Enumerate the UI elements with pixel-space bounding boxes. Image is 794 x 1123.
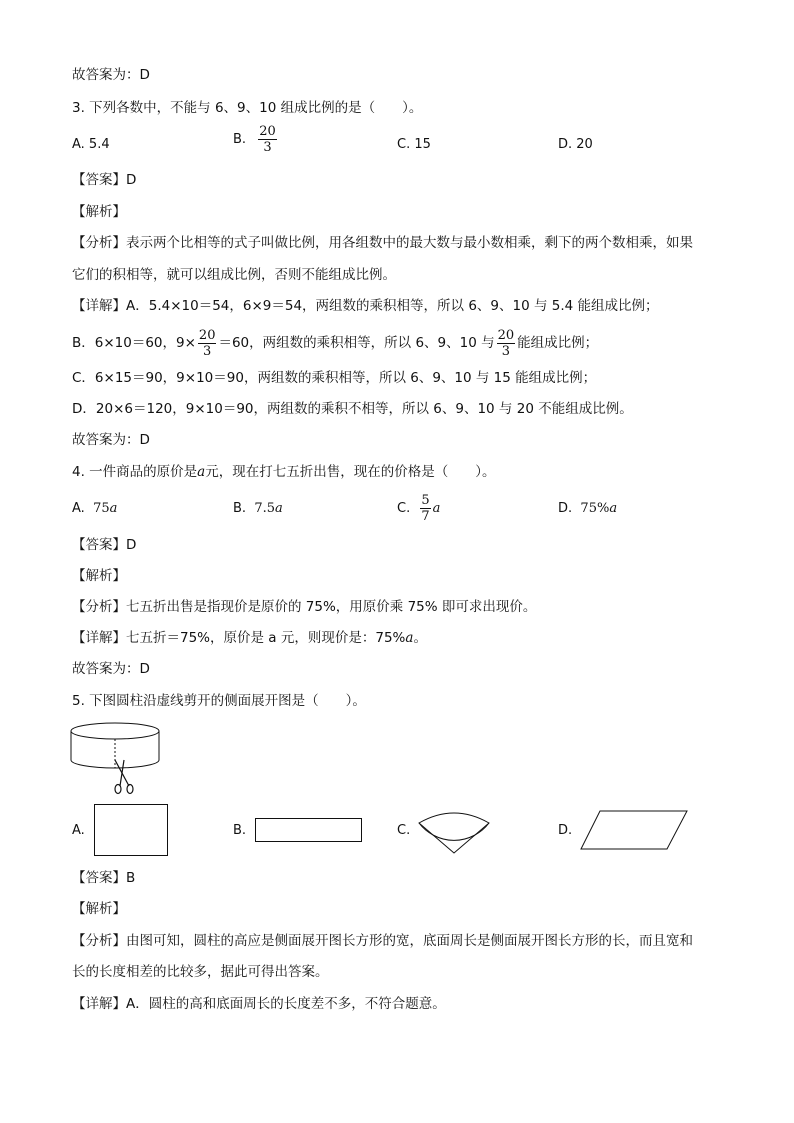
q3-fenxi-line-1 — [72, 234, 693, 252]
q3-option-b — [233, 124, 279, 155]
xiangjie-end: 。 — [413, 630, 427, 646]
q3-stem: 3. 下列各数中，不能与 6、9、10 组成比例的是（ ）。 — [72, 100, 423, 116]
fraction-denominator: 3 — [203, 343, 212, 359]
xiangjie-tag: 【详解】 — [72, 298, 126, 314]
line-b-fraction-1 — [198, 328, 217, 359]
q4-stem-variable: a — [197, 464, 206, 480]
q5-analysis-tag: 【解析】 — [72, 901, 126, 917]
option-number: 75% — [580, 501, 610, 516]
option-letter: B. — [233, 501, 247, 516]
fenxi-tag: 【分析】 — [72, 933, 126, 949]
fenxi-text: 七五折出售是指现价是原价的 75%，用原价乘 75% 即可求出现价。 — [126, 599, 537, 615]
q4-option-d — [558, 500, 617, 518]
q4-option-a — [72, 500, 117, 518]
parallelogram-shape — [580, 810, 688, 850]
fraction-numerator: 20 — [198, 327, 216, 343]
option-variable: a — [432, 501, 441, 516]
xiangjie-text: A．圆柱的高和底面周长的长度差不多，不符合题意。 — [126, 996, 446, 1012]
fenxi-tag: 【分析】 — [72, 599, 126, 615]
q3-option-b-letter: B. — [233, 132, 247, 147]
sector-shape — [418, 808, 490, 854]
fraction-denominator: 3 — [263, 140, 272, 155]
q5-fenxi-line-1 — [72, 932, 693, 950]
xiangjie-text: 七五折＝75%，原价是 a 元，则现价是：75% — [126, 630, 406, 646]
option-number: 75 — [93, 501, 110, 516]
answer-tag: 【答案】 — [72, 537, 126, 553]
option-number: 7.5 — [254, 501, 276, 516]
fraction-numerator: 5 — [421, 493, 430, 508]
option-letter: D. — [558, 501, 573, 516]
q4-option-b — [233, 500, 283, 518]
q4-fenxi — [72, 598, 536, 616]
q4-conclusion: 故答案为：D — [72, 661, 150, 677]
answer-tag: 【答案】 — [72, 172, 126, 188]
q4-stem-part-1: 4. 一件商品的原价是 — [72, 464, 198, 480]
q5-option-c-label: C. — [397, 823, 411, 838]
answer-value: D — [126, 537, 137, 553]
answer-value: B — [126, 870, 136, 886]
q3-xiangjie-line-a — [72, 297, 659, 315]
q4-stem — [72, 463, 495, 481]
option-variable: a — [109, 501, 118, 516]
q3-conclusion: 故答案为：D — [72, 432, 150, 448]
q4-option-c-fraction — [420, 493, 430, 524]
q4-option-c — [397, 489, 440, 529]
fraction-numerator: 20 — [497, 327, 515, 343]
fenxi-text: 由图可知，圆柱的高应是侧面展开图长方形的宽，底面周长是侧面展开图长方形的长，而且宽和 — [126, 933, 693, 949]
fraction-numerator: 20 — [259, 124, 276, 139]
line-b-fraction-2 — [497, 328, 516, 359]
answer-value: D — [126, 172, 137, 188]
q4-xiangjie — [72, 629, 427, 647]
long-rectangle-shape — [255, 818, 362, 842]
q5-fenxi-line-2: 长的长度相差的比较多，据此可得出答案。 — [72, 964, 329, 980]
q3-option-b-fraction — [258, 124, 277, 155]
line-b-part-3: 能组成比例； — [517, 335, 599, 351]
fraction-denominator: 7 — [421, 509, 430, 524]
q3-option-a: A. 5.4 — [72, 137, 110, 152]
q3-answer — [72, 171, 136, 189]
q4-analysis-tag: 【解析】 — [72, 568, 126, 584]
q4-stem-part-2: 元，现在打七五折出售，现在的价格是（ ）。 — [205, 464, 496, 480]
xiangjie-tag: 【详解】 — [72, 630, 126, 646]
q5-xiangjie-line-a — [72, 995, 446, 1013]
line-b-part-2: ＝60，两组数的乘积相等，所以 6、9、10 与 — [218, 335, 495, 351]
q5-option-a-label: A. — [72, 823, 85, 838]
fenxi-text: 表示两个比相等的式子叫做比例，用各组数中的最大数与最小数相乘，剩下的两个数相乘，如果 — [126, 235, 693, 251]
line-b-part-1: B．6×10＝60，9× — [72, 335, 196, 351]
fraction-denominator: 3 — [501, 343, 510, 359]
xiangjie-text: A．5.4×10＝54，6×9＝54，两组数的乘积相等，所以 6、9、10 与 5.4 能组成比例； — [126, 298, 659, 314]
q3-xiangjie-line-d: D．20×6＝120，9×10＝90，两组数的乘积不相等，所以 6、9、10 与 20 不能组成比例。 — [72, 401, 633, 417]
xiangjie-tag: 【详解】 — [72, 996, 126, 1012]
square-shape — [94, 804, 168, 856]
q5-option-b-label: B. — [233, 823, 247, 838]
option-letter: A. — [72, 501, 85, 516]
q5-option-d-label: D. — [558, 823, 573, 838]
q3-option-d: D. 20 — [558, 137, 593, 152]
prev-conclusion: 故答案为：D — [72, 67, 150, 83]
q3-fenxi-line-2: 它们的积相等，就可以组成比例，否则不能组成比例。 — [72, 267, 396, 283]
q3-xiangjie-line-c: C．6×15＝90，9×10＝90，两组数的乘积相等，所以 6、9、10 与 15 能组成比例； — [72, 370, 597, 386]
q5-answer — [72, 869, 135, 887]
scissors-icon — [115, 760, 133, 794]
q5-stem: 5. 下图圆柱沿虚线剪开的侧面展开图是（ ）。 — [72, 693, 366, 709]
q3-option-c: C. 15 — [397, 137, 431, 152]
answer-tag: 【答案】 — [72, 870, 126, 886]
xiangjie-variable: a — [405, 630, 414, 646]
q3-xiangjie-line-b — [72, 325, 598, 361]
option-variable: a — [275, 501, 283, 516]
q3-analysis-tag: 【解析】 — [72, 204, 126, 220]
q4-answer — [72, 536, 136, 554]
option-letter: C. — [397, 501, 411, 516]
option-variable: a — [609, 501, 618, 516]
cylinder-figure — [70, 720, 170, 800]
fenxi-tag: 【分析】 — [72, 235, 126, 251]
